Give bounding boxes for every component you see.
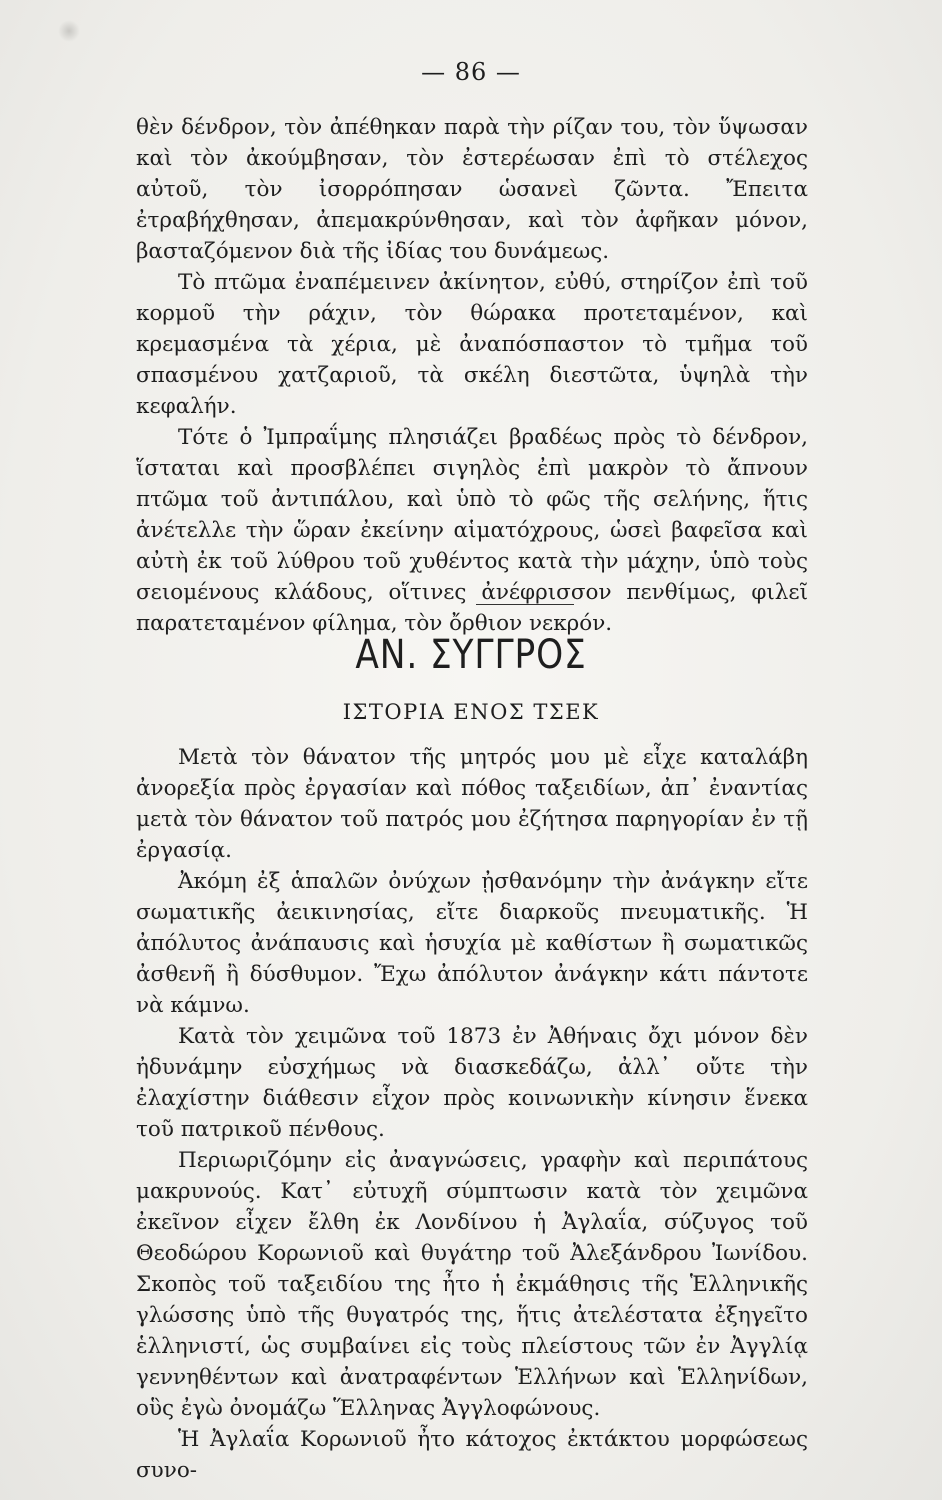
- paragraph: Ἀκόμη ἐξ ἁπαλῶν ὀνύχων ᾐσθανόμην τὴν ἀνάγκην εἴτε σωματικῆς ἀεικινησίας, εἴτε διαρκοῦς πνευματικῆς. Ἡ ἀπόλυτος ἀνάπαυσις καὶ ἡσυχία μὲ καθίστων ἢ σωματικῶς ἀσθενῆ ἢ δύσθυμον. Ἔχω ἀπόλυτον ἀνάγκην κάτι πάντοτε νὰ κάμνω.: [136, 869, 808, 1018]
- story-text: [136, 742, 808, 1486]
- paragraph: θὲν δένδρον, τὸν ἀπέθηκαν παρὰ τὴν ρίζαν του, τὸν ὕψωσαν καὶ τὸν ἀκούμβησαν, τὸν ἐστερέωσαν ἐπὶ τὸ στέλεχος αὐτοῦ, τὸν ἰσορρόπησαν ὡσανεὶ ζῶντα. Ἔπειτα ἐτραβήχθησαν, ἀπεμακρύνθησαν, καὶ τὸν ἀφῆκαν μόνον, βασταζόμενον διὰ τῆς ἰδίας του δυνάμεως.: [136, 115, 808, 264]
- paragraph: Περιωριζόμην εἰς ἀναγνώσεις, γραφὴν καὶ περιπάτους μακρυνούς. Κατ᾽ εὐτυχῆ σύμπτωσιν κατὰ τὸν χειμῶνα ἐκεῖνον εἶχεν ἔλθη ἐκ Λονδίνου ἡ Ἀγλαΐα, σύζυγος τοῦ Θεοδώρου Κορωνιοῦ καὶ θυγάτηρ τοῦ Ἀλεξάνδρου Ἰωνίδου. Σκοπὸς τοῦ ταξειδίου της ἦτο ἡ ἐκμάθησις τῆς Ἑλληνικῆς γλώσσης ὑπὸ τῆς θυγατρός της, ἥτις ἀτελέστατα ἐξηγεῖτο ἑλληνιστί, ὡς συμβαίνει εἰς τοὺς πλείστους τῶν ἐν Ἀγγλίᾳ γεννηθέντων καὶ ἀνατραφέντων Ἑλλήνων καὶ Ἑλληνίδων, οὓς ἐγὼ ὀνομάζω Ἕλληνας Ἀγγλοφώνους.: [136, 1148, 808, 1421]
- preceding-story-text: [136, 112, 808, 639]
- paragraph: Τὸ πτῶμα ἐναπέμεινεν ἀκίνητον, εὐθύ, στηρίζον ἐπὶ τοῦ κορμοῦ τὴν ράχιν, τὸν θώρακα προτεταμένον, καὶ κρεμασμένα τὰ χέρια, μὲ ἀναπόσπαστον τὸ τμῆμα τοῦ σπασμένου χατζαριοῦ, τὰ σκέλη διεστῶτα, ὑψηλὰ τὴν κεφαλήν.: [136, 270, 808, 419]
- paragraph: Τότε ὁ Ἰμπραΐμης πλησιάζει βραδέως πρὸς τὸ δένδρον, ἵσταται καὶ προσβλέπει σιγηλὸς ἐπὶ μακρὸν τὸ ἄπνουν πτῶμα τοῦ ἀντιπάλου, καὶ ὑπὸ τὸ φῶς τῆς σελήνης, ἥτις ἀνέτελλε τὴν ὥραν ἐκείνην αἱματόχρους, ὡσεὶ βαφεῖσα καὶ αὐτὴ ἐκ τοῦ λύθρου τοῦ χυθέντος κατὰ τὴν μάχην, ὑπὸ τοὺς σειομένους κλάδους, οἵτινες ἀνέφρισσον πενθίμως, φιλεῖ παρατεταμένον φίλημα, τὸν ὄρθιον νεκρόν.: [136, 425, 808, 636]
- section-divider: [476, 604, 574, 605]
- paragraph: Ἡ Ἀγλαΐα Κορωνιοῦ ἦτο κάτοχος ἐκτάκτου μορφώσεως συνο-: [136, 1427, 808, 1483]
- author-name: ΑΝ. ΣΥΓΓΡΟΣ: [355, 632, 587, 678]
- story-title: ΙΣΤΟΡΙΑ ΕΝΟΣ ΤΣΕΚ: [342, 700, 600, 724]
- paragraph: Κατὰ τὸν χειμῶνα τοῦ 1873 ἐν Ἀθήναις ὄχι μόνον δὲν ἠδυνάμην εὐσχήμως νὰ διασκεδάζω, ἀλλ᾽ οὔτε τὴν ἐλαχίστην διάθεσιν εἶχον πρὸς κοινωνικὴν κίνησιν ἕνεκα τοῦ πατρικοῦ πένθους.: [136, 1024, 808, 1142]
- paper-stain: [58, 20, 80, 42]
- paragraph: Μετὰ τὸν θάνατον τῆς μητρός μου μὲ εἶχε καταλάβη ἀνορεξία πρὸς ἐργασίαν καὶ πόθος ταξειδίων, ἀπ᾽ ἐναντίας μετὰ τὸν θάνατον τοῦ πατρός μου ἐζήτησα παρηγορίαν ἐν τῇ ἐργασίᾳ.: [136, 745, 808, 863]
- page-number: — 86 —: [421, 58, 521, 86]
